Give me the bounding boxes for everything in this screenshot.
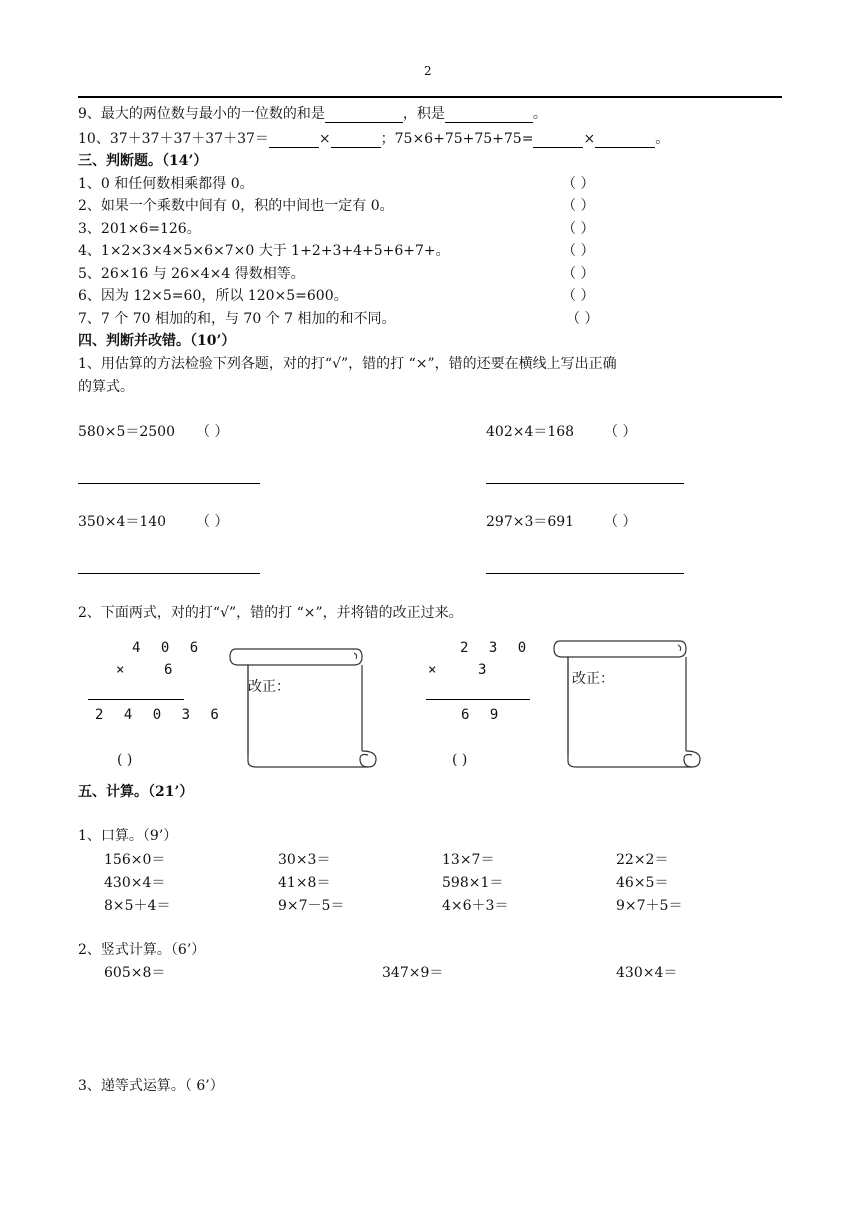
section-3-title: 三、判断题。（14’） bbox=[78, 153, 208, 169]
answer-blank[interactable] bbox=[269, 133, 319, 148]
oral-problem: 156×0＝ bbox=[104, 852, 166, 868]
judge-paren[interactable]: （ ） bbox=[562, 243, 595, 259]
judge-item: 7、7 个 70 相加的和，与 70 个 7 相加的和不同。 bbox=[78, 311, 396, 327]
stepwise-calc-heading: 3、递等式运算。（ 6’） bbox=[78, 1078, 224, 1094]
correction-line[interactable] bbox=[78, 573, 260, 574]
correction-line[interactable] bbox=[78, 483, 260, 484]
answer-blank[interactable] bbox=[325, 108, 403, 123]
answer-blank[interactable] bbox=[331, 133, 381, 148]
oral-problem: 46×5＝ bbox=[616, 875, 669, 891]
judge-paren[interactable]: （ ） bbox=[562, 221, 595, 237]
judge-paren[interactable]: （ ） bbox=[562, 288, 595, 304]
section-4-q1-instruction: 1、用估算的方法检验下列各题，对的打“√”，错的打 “×”，错的还要在横线上写出正确 bbox=[78, 356, 617, 372]
correction-scroll-2 bbox=[552, 637, 702, 773]
calc-operator: × bbox=[428, 662, 443, 678]
correction-line[interactable] bbox=[486, 483, 684, 484]
calc-judge-paren[interactable]: ( ) bbox=[452, 752, 468, 768]
judge-paren[interactable]: （ ） bbox=[566, 311, 599, 327]
oral-problem: 22×2＝ bbox=[616, 852, 669, 868]
estimate-paren[interactable]: （ ） bbox=[196, 514, 229, 530]
judge-paren[interactable]: （ ） bbox=[562, 266, 595, 282]
estimate-equation: 580×5＝2500 bbox=[78, 424, 175, 440]
oral-calc-heading: 1、口算。（9’） bbox=[78, 828, 178, 844]
section-5-title: 五、计算。（21’） bbox=[78, 784, 194, 800]
vertical-problem: 430×4＝ bbox=[616, 965, 678, 981]
section-4-title: 四、判断并改错。（10’） bbox=[78, 333, 236, 349]
oral-problem: 9×7－5＝ bbox=[278, 898, 345, 914]
answer-blank[interactable] bbox=[595, 133, 655, 148]
vertical-calc-heading: 2、竖式计算。（6’） bbox=[78, 942, 206, 958]
oral-problem: 30×3＝ bbox=[278, 852, 331, 868]
calc-result: 2 4 0 3 6 bbox=[95, 707, 225, 723]
section-4-q2-instruction: 2、下面两式，对的打“√”，错的打 “×”，并将错的改正过来。 bbox=[78, 605, 463, 621]
question-9: 9、最大的两位数与最小的一位数的和是 ，积是 。 bbox=[78, 106, 547, 122]
judge-item: 3、201×6=126。 bbox=[78, 221, 201, 237]
vertical-problem: 605×8＝ bbox=[104, 965, 166, 981]
estimate-paren[interactable]: （ ） bbox=[196, 424, 229, 440]
question-10: 10、37＋37＋37＋37＋37＝ × ；75×6+75+75+75= × 。 bbox=[78, 131, 670, 147]
judge-paren[interactable]: （ ） bbox=[562, 198, 595, 214]
estimate-equation: 297×3＝691 bbox=[486, 514, 575, 530]
calc-top-number: 2 3 0 bbox=[460, 640, 533, 656]
calc-multiplier: 6 bbox=[164, 662, 179, 678]
estimate-paren[interactable]: （ ） bbox=[604, 424, 637, 440]
judge-item: 1、0 和任何数相乘都得 0。 bbox=[78, 176, 254, 192]
calc-rule bbox=[88, 699, 184, 700]
oral-problem: 430×4＝ bbox=[104, 875, 166, 891]
vertical-problem: 347×9＝ bbox=[382, 965, 444, 981]
oral-problem: 4×6＋3＝ bbox=[442, 898, 509, 914]
correction-label: 改正： bbox=[572, 671, 614, 687]
calc-top-number: 4 0 6 bbox=[132, 640, 205, 656]
oral-problem: 41×8＝ bbox=[278, 875, 331, 891]
judge-item: 2、如果一个乘数中间有 0，积的中间也一定有 0。 bbox=[78, 198, 394, 214]
judge-paren[interactable]: （ ） bbox=[562, 176, 595, 192]
page-number: 2 bbox=[424, 64, 432, 78]
calc-rule bbox=[426, 699, 530, 700]
answer-blank[interactable] bbox=[533, 133, 583, 148]
oral-problem: 8×5＋4＝ bbox=[104, 898, 171, 914]
oral-problem: 9×7＋5＝ bbox=[616, 898, 683, 914]
oral-problem: 598×1＝ bbox=[442, 875, 504, 891]
judge-item: 6、因为 12×5=60，所以 120×5=600。 bbox=[78, 288, 348, 304]
correction-scroll-1 bbox=[228, 645, 378, 773]
answer-blank[interactable] bbox=[445, 108, 533, 123]
judge-item: 5、26×16 与 26×4×4 得数相等。 bbox=[78, 266, 305, 282]
calc-judge-paren[interactable]: ( ) bbox=[117, 752, 133, 768]
judge-item: 4、1×2×3×4×5×6×7×0 大于 1+2+3+4+5+6+7+。 bbox=[78, 243, 450, 259]
oral-problem: 13×7＝ bbox=[442, 852, 495, 868]
calc-multiplier: 3 bbox=[478, 662, 493, 678]
calc-operator: × bbox=[116, 662, 131, 678]
section-4-q1-instruction-cont: 的算式。 bbox=[78, 379, 134, 395]
estimate-equation: 402×4＝168 bbox=[486, 424, 575, 440]
estimate-equation: 350×4＝140 bbox=[78, 514, 167, 530]
correction-label: 改正： bbox=[248, 679, 290, 695]
correction-line[interactable] bbox=[486, 573, 684, 574]
header-rule bbox=[78, 96, 782, 98]
estimate-paren[interactable]: （ ） bbox=[604, 514, 637, 530]
calc-result: 6 9 bbox=[461, 707, 505, 723]
